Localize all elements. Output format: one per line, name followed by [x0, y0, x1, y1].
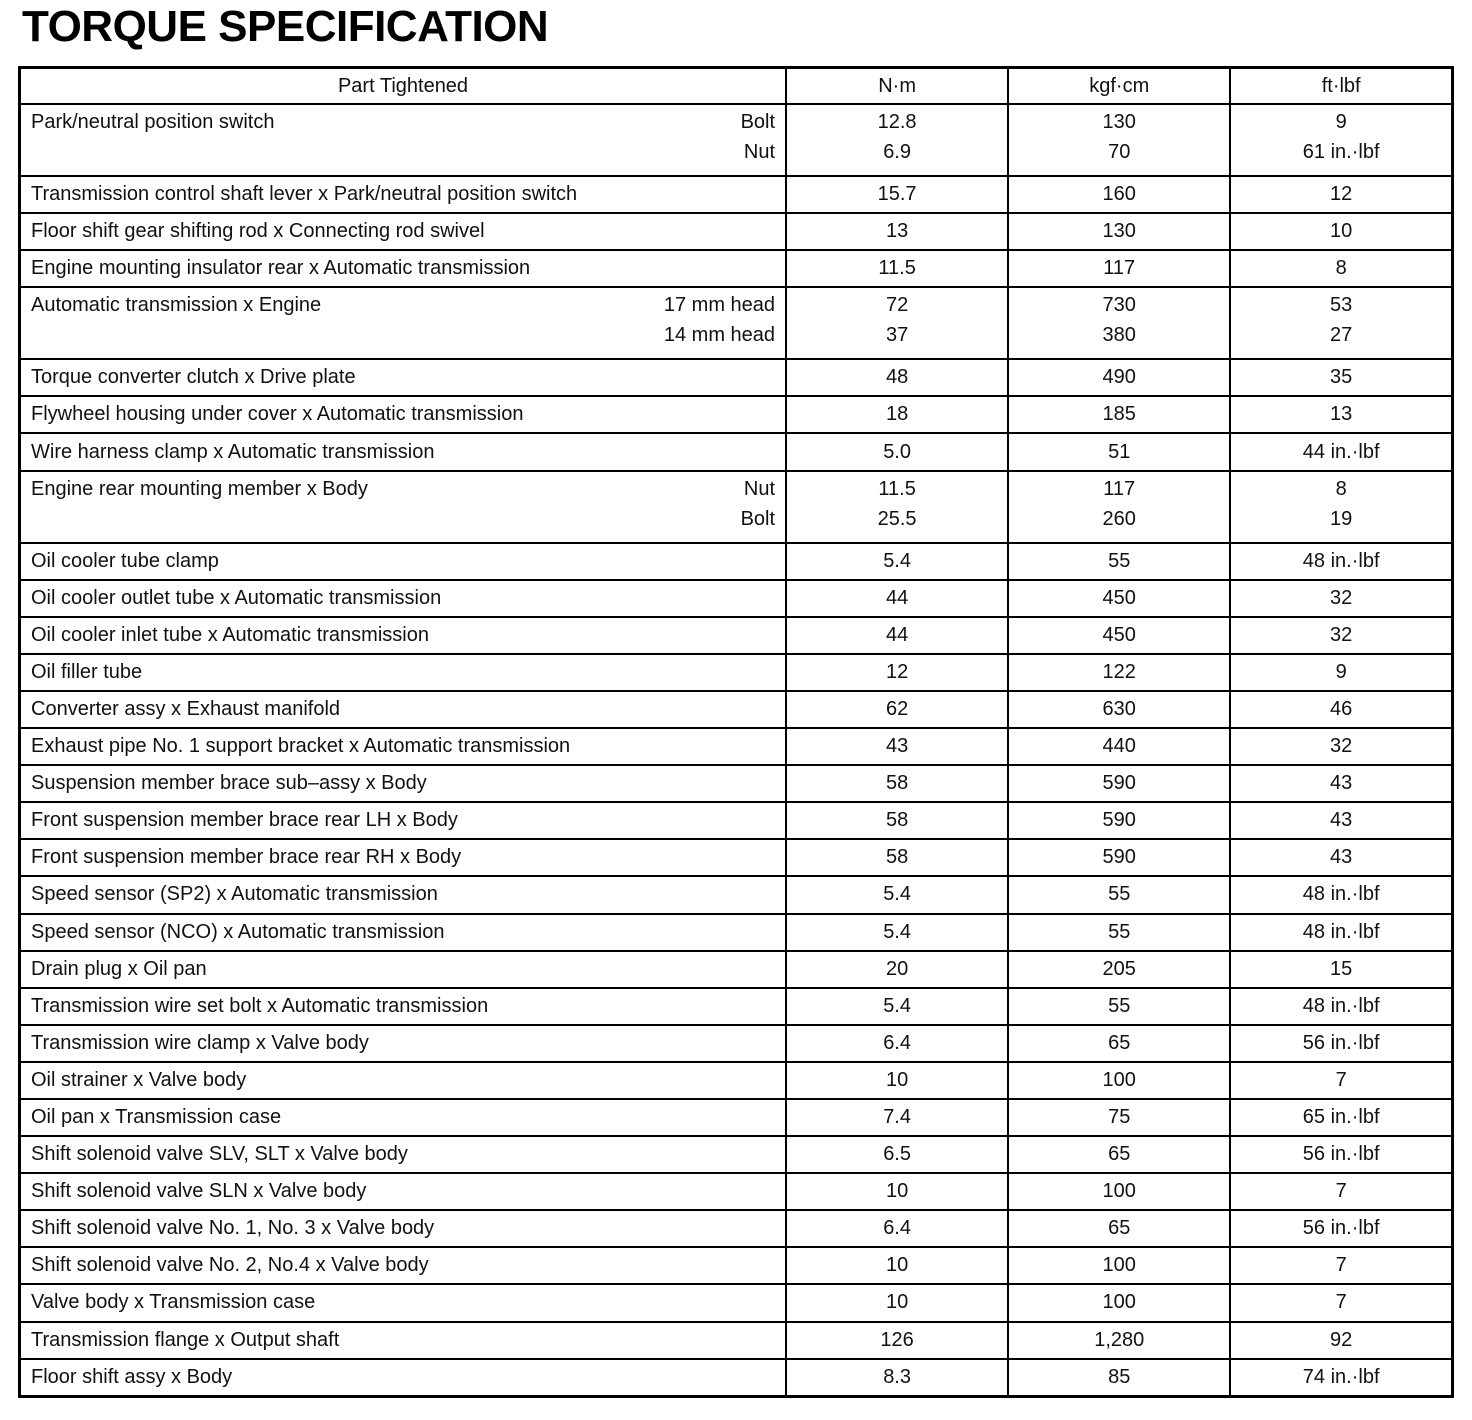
nm-cell: 10	[786, 1062, 1008, 1099]
part-cell: Suspension member brace sub–assy x Body	[20, 765, 787, 802]
part-cell: Transmission flange x Output shaft	[20, 1322, 787, 1359]
nm-cell: 20	[786, 951, 1008, 988]
table-row	[20, 839, 1453, 876]
nm-cell: 7.4	[786, 1099, 1008, 1136]
ft-cell: 48 in.·lbf	[1230, 876, 1452, 913]
ft-cell: 56 in.·lbf	[1230, 1210, 1452, 1247]
kgf-value: 260	[1102, 507, 1136, 530]
part-cell: Speed sensor (SP2) x Automatic transmission	[20, 876, 787, 913]
ft-cell: 32	[1230, 728, 1452, 765]
kgf-cell: 450	[1008, 580, 1230, 617]
sub-label: Bolt	[740, 507, 776, 530]
nm-cell	[786, 287, 1008, 359]
kgf-cell: 160	[1008, 176, 1230, 213]
sub-label: Nut	[743, 141, 776, 163]
table-row	[20, 287, 1453, 359]
nm-cell: 43	[786, 728, 1008, 765]
part-cell	[20, 471, 787, 543]
table-row	[20, 765, 1453, 802]
part-cell: Shift solenoid valve SLN x Valve body	[20, 1173, 787, 1210]
table-row	[20, 1210, 1453, 1247]
part-cell: Drain plug x Oil pan	[20, 951, 787, 988]
kgf-cell: 450	[1008, 617, 1230, 654]
kgf-cell: 51	[1008, 433, 1230, 470]
nm-cell: 5.4	[786, 543, 1008, 580]
part-cell: Speed sensor (NCO) x Automatic transmission	[20, 914, 787, 951]
ft-value: 8	[1335, 477, 1347, 500]
table-header-row	[20, 68, 1453, 105]
nm-cell: 58	[786, 839, 1008, 876]
part-cell: Transmission control shaft lever x Park/neutral position switch	[20, 176, 787, 213]
part-cell: Oil pan x Transmission case	[20, 1099, 787, 1136]
table-row	[20, 250, 1453, 287]
kgf-cell	[1008, 471, 1230, 543]
ft-cell	[1230, 287, 1452, 359]
ft-cell: 32	[1230, 617, 1452, 654]
part-cell	[20, 287, 787, 359]
part-cell: Shift solenoid valve SLV, SLT x Valve body	[20, 1136, 787, 1173]
part-cell: Valve body x Transmission case	[20, 1284, 787, 1321]
kgf-cell: 75	[1008, 1099, 1230, 1136]
sub-label: Nut	[743, 477, 776, 500]
ft-cell: 7	[1230, 1062, 1452, 1099]
kgf-cell: 130	[1008, 213, 1230, 250]
part-cell: Transmission wire clamp x Valve body	[20, 1025, 787, 1062]
part-cell: Floor shift gear shifting rod x Connecting rod swivel	[20, 213, 787, 250]
kgf-cell: 100	[1008, 1284, 1230, 1321]
part-cell: Shift solenoid valve No. 1, No. 3 x Valve body	[20, 1210, 787, 1247]
header-part-tightened: Part Tightened	[20, 68, 787, 105]
header-kgf-cm: kgf·cm	[1008, 68, 1230, 105]
nm-cell: 10	[786, 1247, 1008, 1284]
nm-cell: 44	[786, 617, 1008, 654]
kgf-cell: 55	[1008, 988, 1230, 1025]
ft-cell: 10	[1230, 213, 1452, 250]
nm-cell: 44	[786, 580, 1008, 617]
ft-cell: 32	[1230, 580, 1452, 617]
kgf-cell: 590	[1008, 765, 1230, 802]
nm-value: 11.5	[878, 477, 916, 500]
ft-cell: 74 in.·lbf	[1230, 1359, 1452, 1397]
kgf-cell: 100	[1008, 1173, 1230, 1210]
table-row	[20, 213, 1453, 250]
nm-cell: 126	[786, 1322, 1008, 1359]
ft-cell: 12	[1230, 176, 1452, 213]
table-row	[20, 802, 1453, 839]
table-row	[20, 728, 1453, 765]
table-row	[20, 104, 1453, 176]
part-name: Park/neutral position switch	[31, 111, 275, 133]
table-row	[20, 433, 1453, 470]
nm-cell: 15.7	[786, 176, 1008, 213]
ft-cell: 15	[1230, 951, 1452, 988]
ft-cell: 7	[1230, 1173, 1452, 1210]
sub-label: 14 mm head	[663, 324, 776, 347]
ft-cell	[1230, 471, 1452, 543]
ft-cell: 44 in.·lbf	[1230, 433, 1452, 470]
table-row	[20, 543, 1453, 580]
kgf-cell: 65	[1008, 1136, 1230, 1173]
sub-label: 17 mm head	[663, 294, 776, 317]
header-nm: N·m	[786, 68, 1008, 105]
nm-value: 25.5	[877, 507, 917, 530]
part-cell: Exhaust pipe No. 1 support bracket x Automatic transmission	[20, 728, 787, 765]
kgf-cell	[1008, 104, 1230, 176]
part-cell: Oil cooler tube clamp	[20, 543, 787, 580]
kgf-cell: 630	[1008, 691, 1230, 728]
table-row	[20, 1359, 1453, 1397]
table-row	[20, 914, 1453, 951]
table-row	[20, 1062, 1453, 1099]
part-cell: Engine mounting insulator rear x Automatic transmission	[20, 250, 787, 287]
table-row	[20, 1025, 1453, 1062]
kgf-value: 70	[1108, 141, 1131, 163]
nm-value: 37	[885, 324, 909, 347]
ft-value: 61 in.·lbf	[1302, 141, 1380, 163]
table-row	[20, 1284, 1453, 1321]
sub-label: Bolt	[740, 111, 776, 133]
kgf-cell: 440	[1008, 728, 1230, 765]
kgf-cell: 100	[1008, 1247, 1230, 1284]
table-row	[20, 876, 1453, 913]
nm-cell	[786, 471, 1008, 543]
table-row	[20, 580, 1453, 617]
part-name: Engine rear mounting member x Body	[31, 477, 368, 500]
part-cell	[20, 104, 787, 176]
kgf-value: 117	[1103, 477, 1136, 500]
ft-cell: 48 in.·lbf	[1230, 543, 1452, 580]
kgf-cell: 100	[1008, 1062, 1230, 1099]
nm-cell: 13	[786, 213, 1008, 250]
part-cell: Floor shift assy x Body	[20, 1359, 787, 1397]
nm-cell: 8.3	[786, 1359, 1008, 1397]
table-row	[20, 617, 1453, 654]
part-cell: Torque converter clutch x Drive plate	[20, 359, 787, 396]
nm-value: 72	[885, 294, 909, 317]
nm-cell: 58	[786, 765, 1008, 802]
kgf-cell: 55	[1008, 543, 1230, 580]
part-cell: Front suspension member brace rear RH x Body	[20, 839, 787, 876]
nm-cell: 6.4	[786, 1025, 1008, 1062]
nm-cell: 10	[786, 1284, 1008, 1321]
kgf-cell: 490	[1008, 359, 1230, 396]
kgf-cell: 1,280	[1008, 1322, 1230, 1359]
part-cell: Oil filler tube	[20, 654, 787, 691]
ft-value: 53	[1330, 294, 1353, 317]
ft-cell: 9	[1230, 654, 1452, 691]
part-cell: Front suspension member brace rear LH x Body	[20, 802, 787, 839]
kgf-value: 130	[1102, 111, 1136, 133]
ft-cell: 48 in.·lbf	[1230, 914, 1452, 951]
kgf-value: 730	[1102, 294, 1136, 317]
table-row	[20, 1322, 1453, 1359]
table-row	[20, 691, 1453, 728]
table-row	[20, 396, 1453, 433]
ft-cell: 7	[1230, 1247, 1452, 1284]
nm-cell: 5.4	[786, 876, 1008, 913]
table-row	[20, 471, 1453, 543]
ft-cell: 43	[1230, 839, 1452, 876]
ft-value: 27	[1330, 324, 1353, 347]
kgf-cell: 590	[1008, 802, 1230, 839]
table-row	[20, 988, 1453, 1025]
ft-cell: 65 in.·lbf	[1230, 1099, 1452, 1136]
ft-cell: 56 in.·lbf	[1230, 1025, 1452, 1062]
ft-cell: 56 in.·lbf	[1230, 1136, 1452, 1173]
nm-cell: 6.4	[786, 1210, 1008, 1247]
nm-cell: 5.4	[786, 914, 1008, 951]
nm-value: 12.8	[877, 111, 917, 133]
ft-value: 9	[1335, 111, 1347, 133]
ft-cell: 92	[1230, 1322, 1452, 1359]
nm-cell: 58	[786, 802, 1008, 839]
part-cell: Wire harness clamp x Automatic transmission	[20, 433, 787, 470]
table-row	[20, 1136, 1453, 1173]
table-row	[20, 1173, 1453, 1210]
ft-cell: 48 in.·lbf	[1230, 988, 1452, 1025]
nm-cell: 18	[786, 396, 1008, 433]
kgf-value: 380	[1102, 324, 1136, 347]
nm-cell: 10	[786, 1173, 1008, 1210]
ft-cell: 7	[1230, 1284, 1452, 1321]
table-row	[20, 176, 1453, 213]
nm-cell: 48	[786, 359, 1008, 396]
table-row	[20, 951, 1453, 988]
table-body	[20, 104, 1453, 1396]
part-cell: Shift solenoid valve No. 2, No.4 x Valve body	[20, 1247, 787, 1284]
ft-value: 19	[1330, 507, 1353, 530]
nm-cell: 12	[786, 654, 1008, 691]
ft-cell	[1230, 104, 1452, 176]
nm-cell: 6.5	[786, 1136, 1008, 1173]
kgf-cell: 185	[1008, 396, 1230, 433]
kgf-cell: 122	[1008, 654, 1230, 691]
kgf-cell: 65	[1008, 1210, 1230, 1247]
kgf-cell: 590	[1008, 839, 1230, 876]
nm-value: 6.9	[883, 141, 911, 163]
ft-cell: 46	[1230, 691, 1452, 728]
table-row	[20, 1099, 1453, 1136]
kgf-cell: 55	[1008, 914, 1230, 951]
table-row	[20, 1247, 1453, 1284]
kgf-cell: 117	[1008, 250, 1230, 287]
ft-cell: 35	[1230, 359, 1452, 396]
page-title: TORQUE SPECIFICATION	[22, 2, 549, 51]
kgf-cell: 65	[1008, 1025, 1230, 1062]
kgf-cell: 85	[1008, 1359, 1230, 1397]
part-cell: Flywheel housing under cover x Automatic transmission	[20, 396, 787, 433]
part-cell: Converter assy x Exhaust manifold	[20, 691, 787, 728]
part-cell: Transmission wire set bolt x Automatic transmission	[20, 988, 787, 1025]
table-row	[20, 359, 1453, 396]
kgf-cell: 55	[1008, 876, 1230, 913]
part-name: Automatic transmission x Engine	[31, 294, 322, 317]
nm-cell	[786, 104, 1008, 176]
torque-spec-table	[18, 66, 1454, 1398]
nm-cell: 5.0	[786, 433, 1008, 470]
part-cell: Oil strainer x Valve body	[20, 1062, 787, 1099]
ft-cell: 8	[1230, 250, 1452, 287]
header-ft-lbf: ft·lbf	[1230, 68, 1452, 105]
ft-cell: 43	[1230, 802, 1452, 839]
nm-cell: 5.4	[786, 988, 1008, 1025]
part-cell: Oil cooler inlet tube x Automatic transmission	[20, 617, 787, 654]
kgf-cell	[1008, 287, 1230, 359]
ft-cell: 43	[1230, 765, 1452, 802]
nm-cell: 62	[786, 691, 1008, 728]
part-cell: Oil cooler outlet tube x Automatic transmission	[20, 580, 787, 617]
table-row	[20, 654, 1453, 691]
kgf-cell: 205	[1008, 951, 1230, 988]
ft-cell: 13	[1230, 396, 1452, 433]
nm-cell: 11.5	[786, 250, 1008, 287]
